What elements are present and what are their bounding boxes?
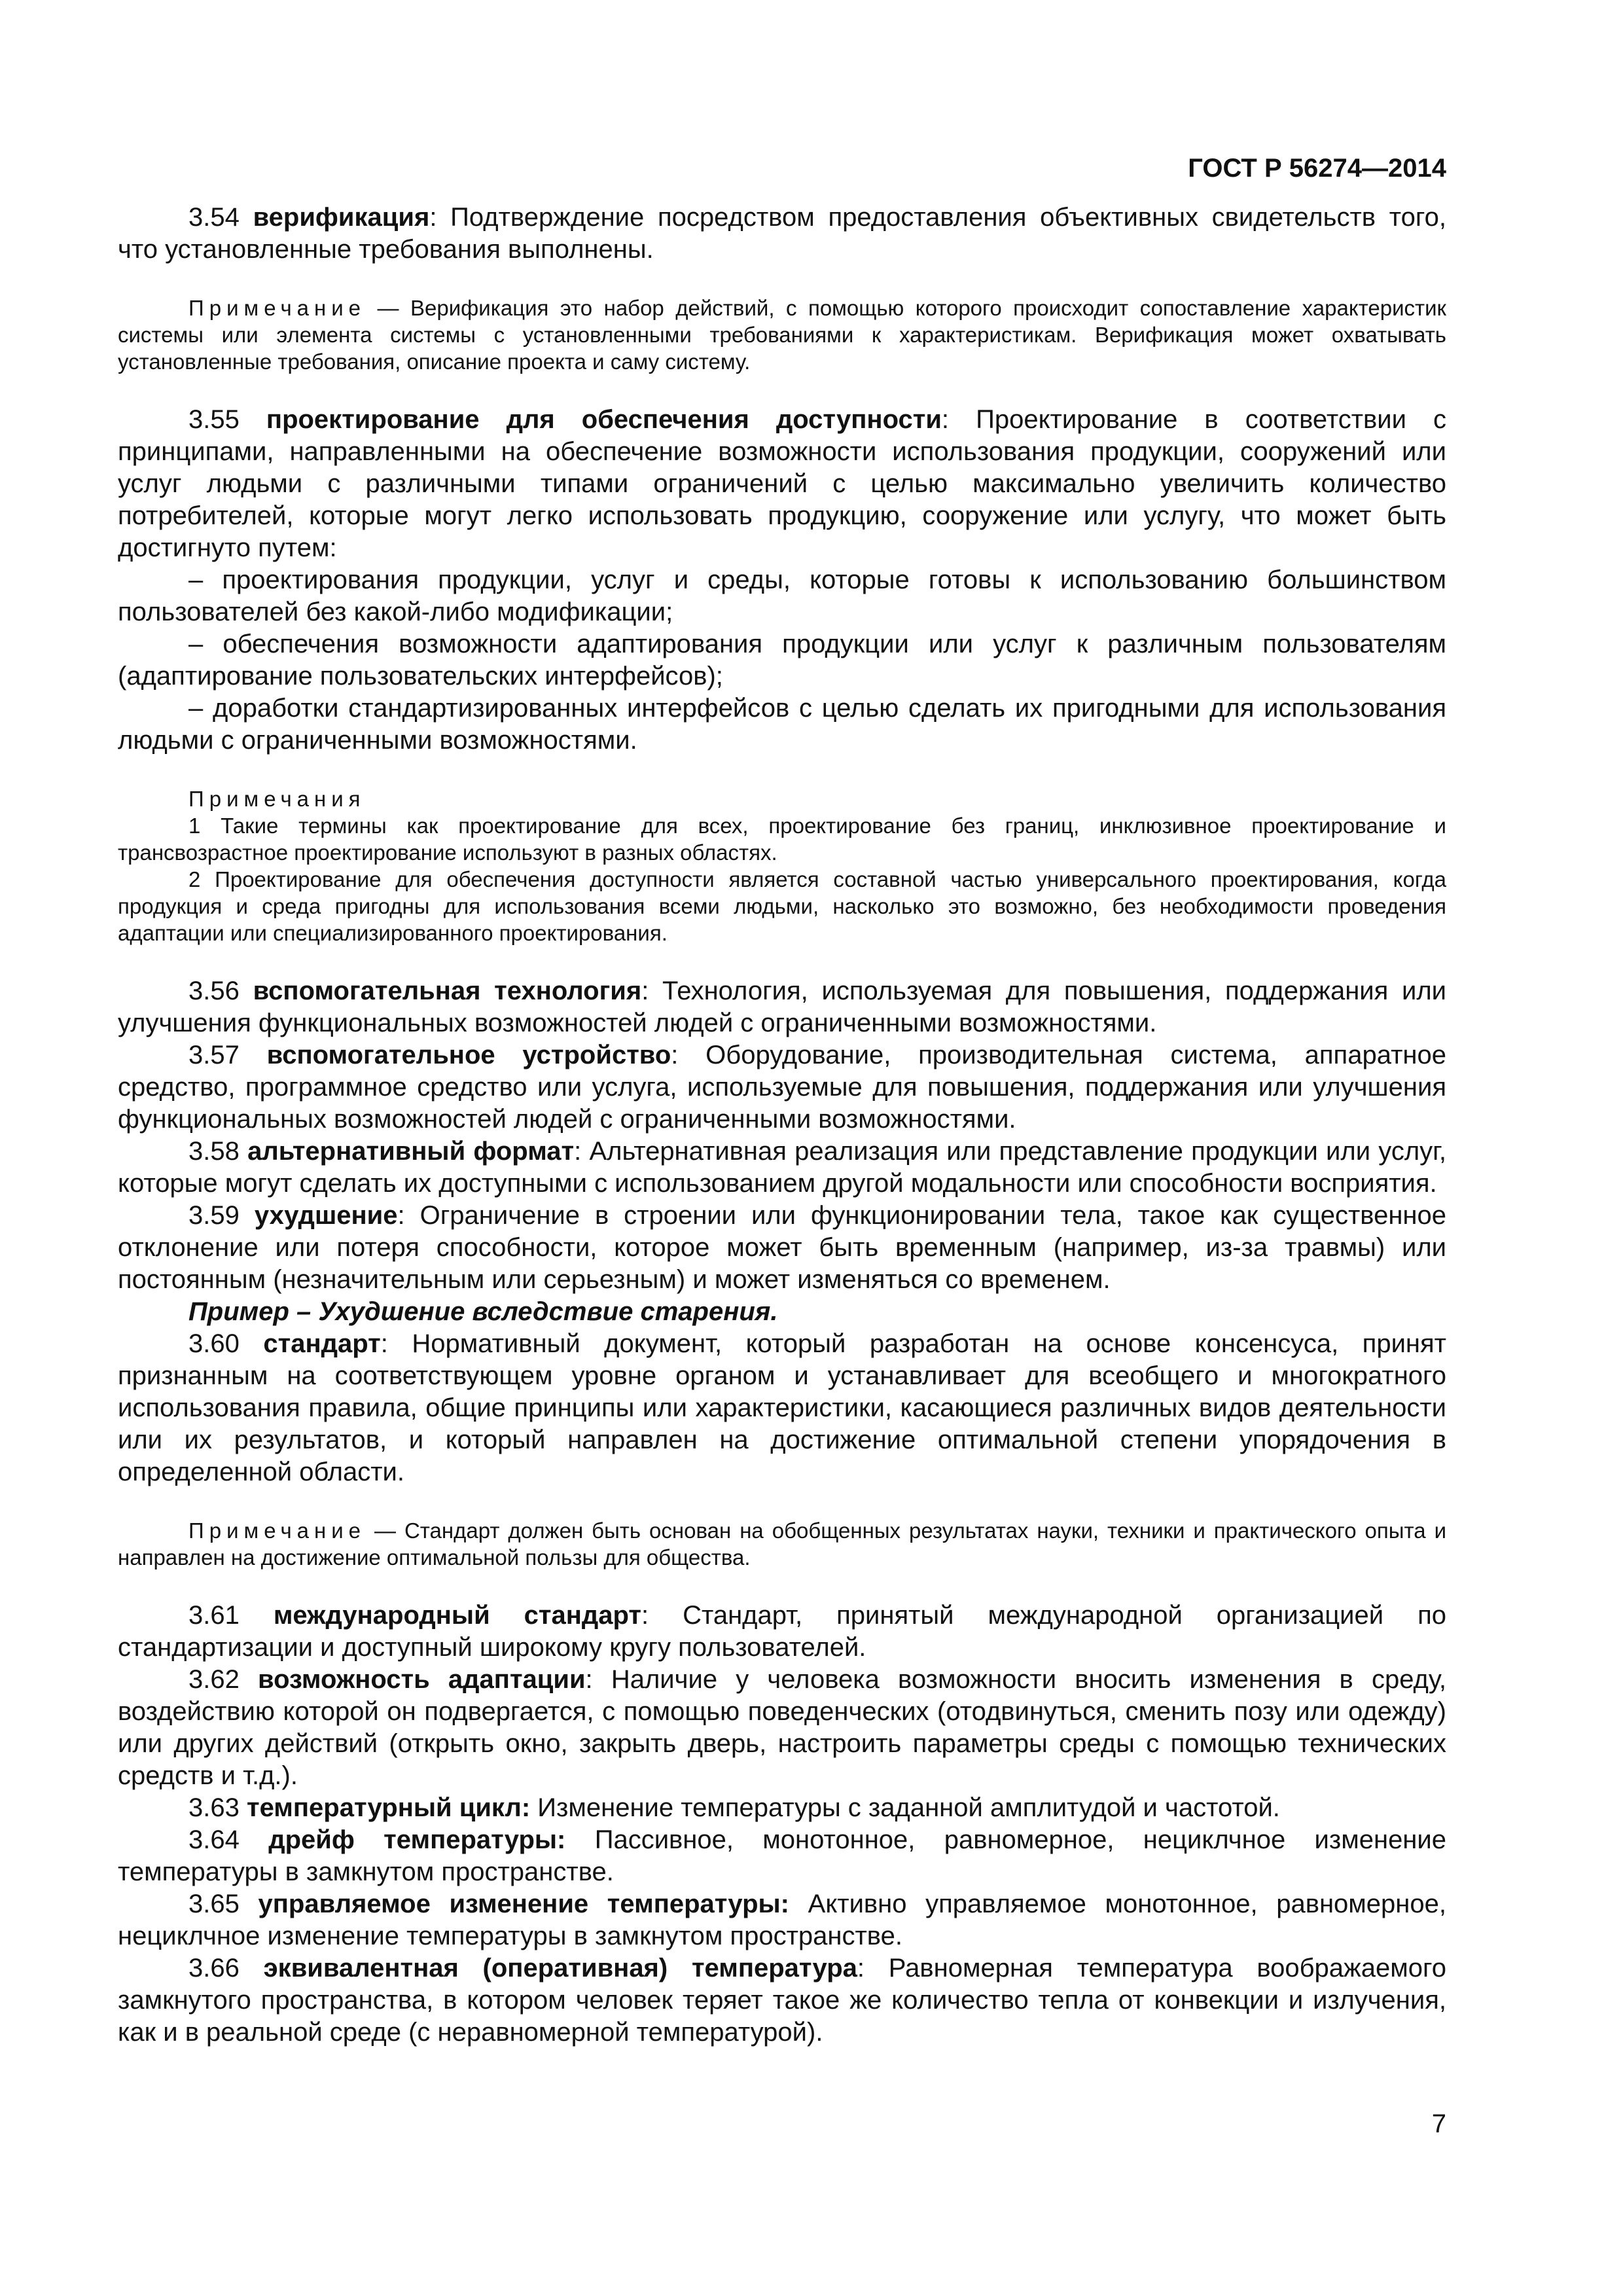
term-title: верификация <box>253 203 430 232</box>
note-label: Примечания <box>188 787 366 811</box>
term-number: 3.60 <box>188 1329 240 1358</box>
term-3-58 <box>118 1136 1446 1200</box>
term-definition: Изменение температуры с заданной амплитудой и частотой. <box>530 1793 1280 1822</box>
term-number: 3.54 <box>188 203 240 232</box>
term-3-59 <box>118 1200 1446 1296</box>
term-3-64 <box>118 1824 1446 1888</box>
list-item: – проектирования продукции, услуг и среды, которые готовы к использованию большинством пользователей без какой-либо модификации; <box>118 565 1446 626</box>
term-number: 3.55 <box>188 405 240 434</box>
term-number: 3.56 <box>188 977 240 1005</box>
note-label: Примечание <box>188 1518 366 1543</box>
term-definition: : Оборудование, производительная система, аппаратное средство, программное средство или услуга, используемые для повышения, поддержания или улучшения функциональных возможностей людей с ограниченными возможностями. <box>118 1041 1446 1134</box>
note-text: — Верификация это набор действий, с помощью которого происходит сопоставление характеристик системы или элемента системы с установленными требованиями к характеристикам. Верификация может охватывать установленные требования, описание проекта и саму систему. <box>118 296 1446 374</box>
term-number: 3.65 <box>188 1890 240 1918</box>
note-item: 2 Проектирование для обеспечения доступности является составной частью универсального проектирования, когда продукция и среда пригодны для использования всеми людьми, насколько это возможно, без необходимости проведения адаптации или специализированного проектирования. <box>118 867 1446 945</box>
term-3-61 <box>118 1600 1446 1664</box>
term-3-65 <box>118 1888 1446 1952</box>
term-definition: : Проектирование в соответствии с принципами, направленными на обеспечение возможности использования продукции, сооружений или услуг людьми с различными типами ограничений с целью максимально увеличить количество потребителей, которые могут легко использовать продукцию, сооружение или услугу, что может быть достигнуто путем: <box>118 405 1446 562</box>
document-header: ГОСТ Р 56274—2014 <box>1188 154 1446 183</box>
term-3-56 <box>118 975 1446 1039</box>
document-body <box>118 202 1446 2049</box>
term-title: вспомогательное устройство <box>266 1041 671 1069</box>
term-title: международный стандарт <box>273 1601 642 1630</box>
term-definition: Активно управляемое монотонное, равномерное, нециклчное изменение температуры в замкнутом пространстве. <box>118 1890 1446 1950</box>
term-number: 3.57 <box>188 1041 240 1069</box>
note-3-54 <box>118 295 1446 375</box>
term-definition: : Ограничение в строении или функционировании тела, такое как существенное отклонение или потеря способности, которое может быть временным (например, из-за травмы) или постоянным (незначительным или серьезным) и может изменяться со временем. <box>118 1201 1446 1294</box>
term-definition: : Технология, используемая для повышения, поддержания или улучшения функциональных возможностей людей с ограниченными возможностями. <box>118 977 1447 1037</box>
note-label: Примечание <box>188 296 366 320</box>
term-number: 3.63 <box>188 1793 240 1822</box>
term-title: альтернативный формат <box>247 1137 575 1166</box>
list-item: – доработки стандартизированных интерфейсов с целью сделать их пригодными для использования людьми с ограниченными возможностями. <box>118 694 1446 755</box>
term-definition: : Подтверждение посредством предоставления объективных свидетельств того, что установленные требования выполнены. <box>118 203 1446 264</box>
term-3-63 <box>118 1792 1446 1824</box>
list-item: – обеспечения возможности адаптирования продукции или услуг к различным пользователям (адаптирование пользовательских интерфейсов); <box>118 630 1446 691</box>
term-number: 3.61 <box>188 1601 240 1630</box>
term-title: возможность адаптации <box>258 1665 586 1694</box>
term-definition: : Нормативный документ, который разработан на основе консенсуса, принят признанным на соответствующем уровне органом и устанавливает для всеобщего и многократного использования правила, общие принципы или характеристики, касающиеся различных видов деятельности или их результатов, и который направлен на достижение оптимальной степени упорядочения в определенной области. <box>118 1329 1446 1486</box>
term-number: 3.66 <box>188 1954 240 1982</box>
term-title: стандарт <box>263 1329 381 1358</box>
term-definition: : Наличие у человека возможности вносить изменения в среду, воздействию которой он подвергается, с помощью поведенческих (отодвинуться, сменить позу или одежду) или других действий (открыть окно, закрыть дверь, настроить параметры среды с помощью технических средств и т.д.). <box>118 1665 1447 1790</box>
note-item: 1 Такие термины как проектирование для всех, проектирование без границ, инклюзивное проектирование и трансвозрастное проектирование используют в разных областях. <box>118 814 1446 865</box>
note-3-60 <box>118 1517 1446 1571</box>
term-definition: Пассивное, монотонное, равномерное, нециклчное изменение температуры в замкнутом пространстве. <box>118 1825 1446 1886</box>
term-definition: : Стандарт, принятый международной организацией по стандартизации и доступный широкому кругу пользователей. <box>118 1601 1446 1662</box>
term-title: проектирование для обеспечения доступности <box>266 405 942 434</box>
term-3-57 <box>118 1039 1446 1136</box>
term-3-62 <box>118 1664 1446 1792</box>
term-title: вспомогательная технология <box>253 977 642 1005</box>
term-number: 3.58 <box>188 1137 240 1166</box>
term-3-54 <box>118 202 1446 266</box>
notes-3-55-label <box>118 785 1446 812</box>
term-title: ухудшение <box>254 1201 398 1230</box>
term-3-66 <box>118 1952 1446 2049</box>
term-title: температурный цикл: <box>246 1793 531 1822</box>
page-number: 7 <box>1431 2109 1446 2138</box>
example-3-59: Пример – Ухудшение вследствие старения. <box>188 1297 778 1326</box>
term-definition: : Альтернативная реализация или представление продукции или услуг, которые могут сделать их доступными с использованием другой модальности или способности восприятия. <box>118 1137 1446 1198</box>
term-definition: : Равномерная температура воображаемого замкнутого пространства, в котором человек теряет такое же количество тепла от конвекции и излучения, как и в реальной среде (с неравномерной температурой). <box>118 1954 1446 2047</box>
term-number: 3.64 <box>188 1825 240 1854</box>
term-title: эквивалентная (оперативная) температура <box>263 1954 857 1982</box>
note-text: — Стандарт должен быть основан на обобщенных результатах науки, техники и практического опыта и направлен на достижение оптимальной пользы для общества. <box>118 1518 1446 1570</box>
term-title: управляемое изменение температуры: <box>258 1890 790 1918</box>
term-3-55 <box>118 404 1446 564</box>
term-number: 3.59 <box>188 1201 240 1230</box>
term-3-60 <box>118 1328 1446 1488</box>
term-title: дрейф температуры: <box>268 1825 566 1854</box>
term-number: 3.62 <box>188 1665 240 1694</box>
